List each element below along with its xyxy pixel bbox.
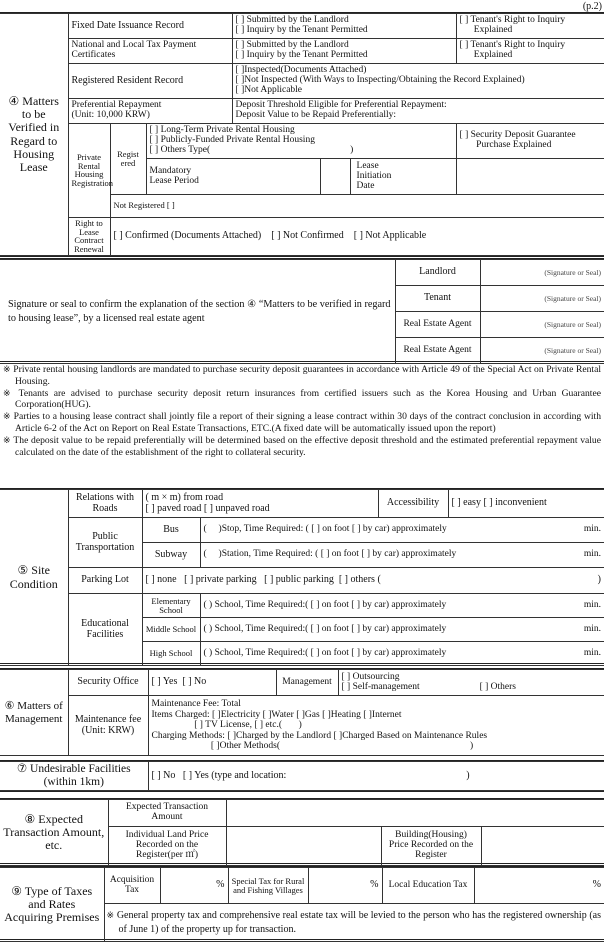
elem-label: Elementary School [142,594,200,618]
roads-label: Relations with Roads [68,490,142,518]
resident-label: Registered Resident Record [68,63,232,98]
subway-options[interactable]: ( )Station, Time Required: ( [ ] on foot [ ] by car) approximately min. [200,543,604,568]
tax-note: ※ General property tax and comprehensive real estate tax will be levied to the person who has the registered ownership (as of June 1) of the property up for transaction. [104,904,604,942]
transport-label: Public Transportation [68,518,142,568]
tax-explained[interactable]: [ ] Tenant's Right to Inquiry Explained [456,38,604,63]
fee-label: Maintenance fee (Unit: KRW) [68,696,148,756]
initiation-label: Lease Initiation Date [350,159,456,194]
section-6-management [0,668,604,756]
tax-label: National and Local Tax Payment Certificates [68,38,232,63]
undesirable-options[interactable]: [ ] No [ ] Yes (type and location: ) [148,762,604,791]
middle-options[interactable]: ( ) School, Time Required:( [ ] on foot [ ] by car) approximately min. [200,618,604,642]
section-8-title: ⑧ Expected Transaction Amount, etc. [0,800,108,866]
acquisition-tax-value[interactable]: % [160,868,228,904]
pref-label: Preferential Repayment (Unit: 10,000 KRW) [68,99,232,124]
section-4-lease-matters [0,12,604,257]
private-type-options[interactable]: [ ] Long-Term Private Rental Housing [ ] Publicly-Funded Private Rental Housing [ ] Others Type( ) [146,124,456,159]
section-4-title: ④ Matters to be Verified in Regard to Housing Lease [0,14,68,256]
section-5-site-condition [0,488,604,664]
role-landlord: Landlord [395,260,480,286]
page-label: (p.2) [582,1,602,12]
role-tenant: Tenant [395,286,480,312]
local-tax-label: Local Education Tax [382,868,474,904]
subway-label: Subway [142,543,200,568]
note-item: ※ The deposit value to be repaid preferentially will be determined based on the effective deposit threshold and the estimated preferential repayment value calculated on the date of the establishment of the right to collateral security. [3,435,601,458]
confirmation-text: Signature or seal to confirm the explanation of the section ④ “Matters to be verified in regard to housing lease”, by a licensed real estate agent [0,260,395,364]
special-tax-value[interactable]: % [308,868,382,904]
pref-values[interactable]: Deposit Threshold Eligible for Preferential Repayment: Deposit Value to be Repaid Preferentially: [232,99,604,124]
sig-agent-1[interactable]: (Signature or Seal) [480,312,604,338]
renewal-options[interactable]: [ ] Confirmed (Documents Attached) [ ] Not Confirmed [ ] Not Applicable [110,217,604,255]
registered-label: Regist ered [110,124,146,195]
confirmation-block [0,258,604,362]
parking-label: Parking Lot [68,568,142,594]
management-label: Management [276,670,338,696]
section-8-amount [0,798,604,864]
building-price-value[interactable] [481,827,604,866]
section-5-title: ⑤ Site Condition [0,490,68,666]
sig-tenant[interactable]: (Signature or Seal) [480,286,604,312]
edu-label: Educational Facilities [68,594,142,666]
role-agent-2: Real Estate Agent [395,338,480,364]
section-7-undesirable [0,760,604,792]
bus-label: Bus [142,518,200,543]
expected-amount-label: Expected Transaction Amount [108,800,226,827]
fixed-date-explained[interactable]: [ ] Tenant's Right to Inquiry Explained [456,14,604,39]
security-options[interactable]: [ ] Yes [ ] No [148,670,276,696]
note-item: ※ Private rental housing landlords are mandated to purchase security deposit guarantees in accordance with Article 49 of the Special Act on Private Rental Housing. [3,364,601,387]
initiation-value[interactable] [456,159,604,194]
land-price-label: Individual Land Price Recorded on the Register(per ㎡) [108,827,226,866]
bus-options[interactable]: ( )Stop, Time Required: ( [ ] on foot [ ] by car) approximately min. [200,518,604,543]
high-label: High School [142,642,200,666]
private-rental-label: Private Rental Housing Registration [68,124,110,217]
elem-options[interactable]: ( ) School, Time Required:( [ ] on foot [ ] by car) approximately min. [200,594,604,618]
special-tax-label: Special Tax for Rural and Fishing Villages [228,868,308,904]
renewal-label: Right to Lease Contract Renewal [68,217,110,255]
expected-amount-value[interactable] [226,800,604,827]
land-price-value[interactable] [226,827,381,866]
section-9-title: ⑨ Type of Taxes and Rates Acquiring Premises [0,868,104,942]
building-price-label: Building(Housing) Price Recorded on the Register [381,827,481,866]
management-options[interactable]: [ ] Outsourcing [ ] Self-management[ ] Others [338,670,604,696]
guarantee-explained[interactable]: [ ] Security Deposit Guarantee Purchase Explained [456,124,604,159]
section-9-taxes [0,866,604,940]
local-tax-value[interactable]: % [474,868,604,904]
role-agent-1: Real Estate Agent [395,312,480,338]
not-registered-option[interactable]: Not Registered [ ] [110,194,604,217]
fee-details[interactable]: Maintenance Fee: Total Items Charged: [ ] Electricity [ ] Water [ ] Gas [ ] Heating [ ] Internet [ ] TV License, [ ] etc.( ) Charging Methods: [ ] Charged by the Landlord [ ] Charged Based on Maintenance Rules [ ] Other Methods( ) [148,696,604,756]
fixed-date-label: Fixed Date Issuance Record [68,14,232,39]
section-7-title: ⑦ Undesirable Facilities (within 1km) [0,762,148,791]
mandatory-lease-label: Mandatory Lease Period [146,159,320,194]
middle-label: Middle School [142,618,200,642]
note-item: ※ Tenants are advised to purchase security deposit return insurances from certified issuers such as the Korea Housing and Urban Guarantee Corporation(HUG). [3,387,601,411]
section-6-title: ⑥ Matters of Management [0,670,68,756]
high-options[interactable]: ( ) School, Time Required:( [ ] on foot [ ] by car) approximately min. [200,642,604,666]
accessibility-options[interactable]: [ ] easy [ ] inconvenient [448,490,604,518]
acquisition-tax-label: Acquisition Tax [104,868,160,904]
security-label: Security Office [68,670,148,696]
accessibility-label: Accessibility [378,490,448,518]
resident-options[interactable]: [ ] Inspected(Documents Attached) [ ] Not Inspected (With Ways to Inspecting/Obtaining the Record Explained) [ ] Not Applicable [232,63,604,98]
mandatory-lease-value[interactable] [320,159,350,194]
sig-landlord[interactable]: (Signature or Seal) [480,260,604,286]
tax-options[interactable]: [ ] Submitted by the Landlord [ ] Inquiry by the Tenant Permitted [232,38,456,63]
sig-agent-2[interactable]: (Signature or Seal) [480,338,604,364]
notes-list [0,362,604,482]
fixed-date-options[interactable]: [ ] Submitted by the Landlord [ ] Inquiry by the Tenant Permitted [232,14,456,39]
note-item: ※ Parties to a housing lease contract shall jointly file a report of their signing a lease contract within 30 days of the contract conclusion in according with Article 6-2 of the Act on Report on Real Estate Transactions, ETC.(A fixed date will be automatically issued upon the report) [3,411,602,434]
parking-options[interactable]: [ ] none [ ] private parking [ ] public parking [ ] others ( ) [142,568,604,594]
roads-options[interactable]: ( m × m) from road [ ] paved road [ ] unpaved road [142,490,378,518]
